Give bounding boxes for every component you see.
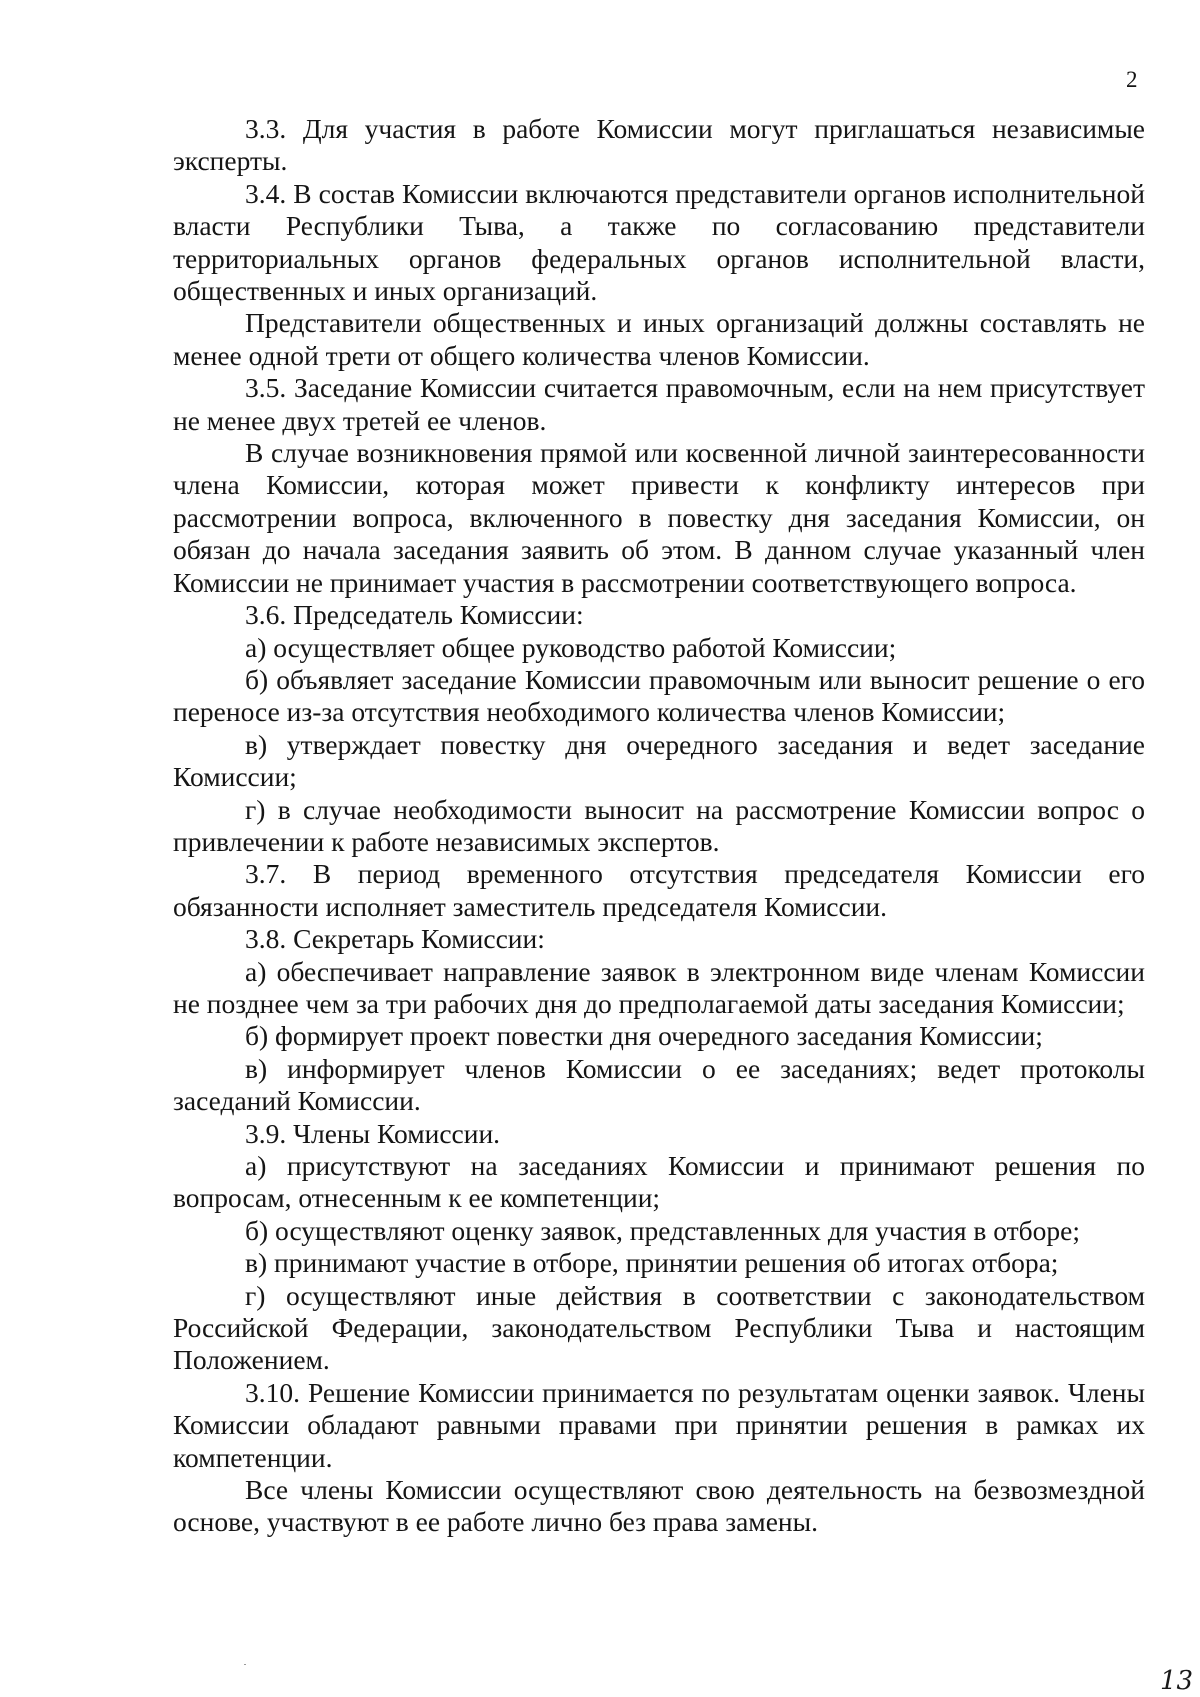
list-item-3-8-v: в) информирует членов Комиссии о ее заседаниях; ведет протоколы заседаний Комиссии. (173, 1052, 1145, 1117)
page-number: 2 (1126, 67, 1138, 92)
list-item-3-6-b: б) объявляет заседание Комиссии правомочным или выносит решение о его переносе из-за отсутствия необходимого количества членов Комиссии; (173, 663, 1145, 728)
paragraph-3-3: 3.3. Для участия в работе Комиссии могут приглашаться независимые эксперты. (173, 113, 1145, 177)
list-item-3-6-a: а) осуществляет общее руководство работой Комиссии; (245, 631, 897, 663)
scan-speck (244, 1664, 246, 1665)
paragraph-conflict-of-interest: В случае возникновения прямой или косвенной личной заинтересованности члена Комиссии, которая может привести к конфликту интересов при рассмотрении вопроса, включенного в повестку дня заседания Комиссии, он обязан до начала заседания заявить об этом. В данном случае указанный член Комиссии не принимает участия в рассмотрении соответствующего вопроса. (173, 437, 1145, 598)
list-item-3-8-a: а) обеспечивает направление заявок в электронном виде членам Комиссии не позднее чем за три рабочих дня до предполагаемой даты заседания Комиссии; (173, 955, 1145, 1019)
paragraph-3-5: 3.5. Заседание Комиссии считается правомочным, если на нем присутствует не менее двух третей ее членов. (173, 372, 1145, 436)
paragraph-free-of-charge: Все члены Комиссии осуществляют свою деятельность на безвозмездной основе, участвуют в ее работе лично без права замены. (173, 1474, 1145, 1538)
paragraph-3-7: 3.7. В период временного отсутствия председателя Комиссии его обязанности исполняет заместитель председателя Комиссии. (173, 858, 1145, 922)
paragraph-3-9: 3.9. Члены Комиссии. (245, 1117, 501, 1149)
list-item-3-8-b: б) формирует проект повестки дня очередного заседания Комиссии; (245, 1020, 1043, 1052)
paragraph-3-10: 3.10. Решение Комиссии принимается по результатам оценки заявок. Члены Комиссии обладают равными правами при принятии решения в рамках их компетенции. (173, 1376, 1145, 1473)
list-item-3-9-g: г) осуществляют иные действия в соответствии с законодательством Российской Федерации, законодательством Республики Тыва и настоящим Положением. (173, 1279, 1145, 1376)
list-item-3-9-a: а) присутствуют на заседаниях Комиссии и принимают решения по вопросам, отнесенным к ее компетенции; (173, 1150, 1145, 1214)
list-item-3-9-b: б) осуществляют оценку заявок, представленных для участия в отборе; (245, 1214, 1081, 1246)
paragraph-3-8: 3.8. Секретарь Комиссии: (245, 923, 545, 955)
list-item-3-9-v: в) принимают участие в отборе, принятии решения об итогах отбора; (245, 1247, 1059, 1279)
handwritten-page-mark: 13 (1160, 1666, 1194, 1696)
paragraph-3-4: 3.4. В состав Комиссии включаются представители органов исполнительной власти Республики Тыва, а также по согласованию представители территориальных органов федеральных органов исполнительной власти, общественных и иных организаций. (173, 177, 1145, 307)
paragraph-representatives: Представители общественных и иных организаций должны составлять не менее одной трети от общего количества членов Комиссии. (173, 307, 1145, 371)
list-item-3-6-v: в) утверждает повестку дня очередного заседания и ведет заседание Комиссии; (173, 728, 1145, 793)
list-item-3-6-g: г) в случае необходимости выносит на рассмотрение Комиссии вопрос о привлечении к работе независимых экспертов. (173, 793, 1145, 857)
paragraph-3-6: 3.6. Председатель Комиссии: (245, 599, 584, 631)
document-body (173, 113, 1145, 1539)
